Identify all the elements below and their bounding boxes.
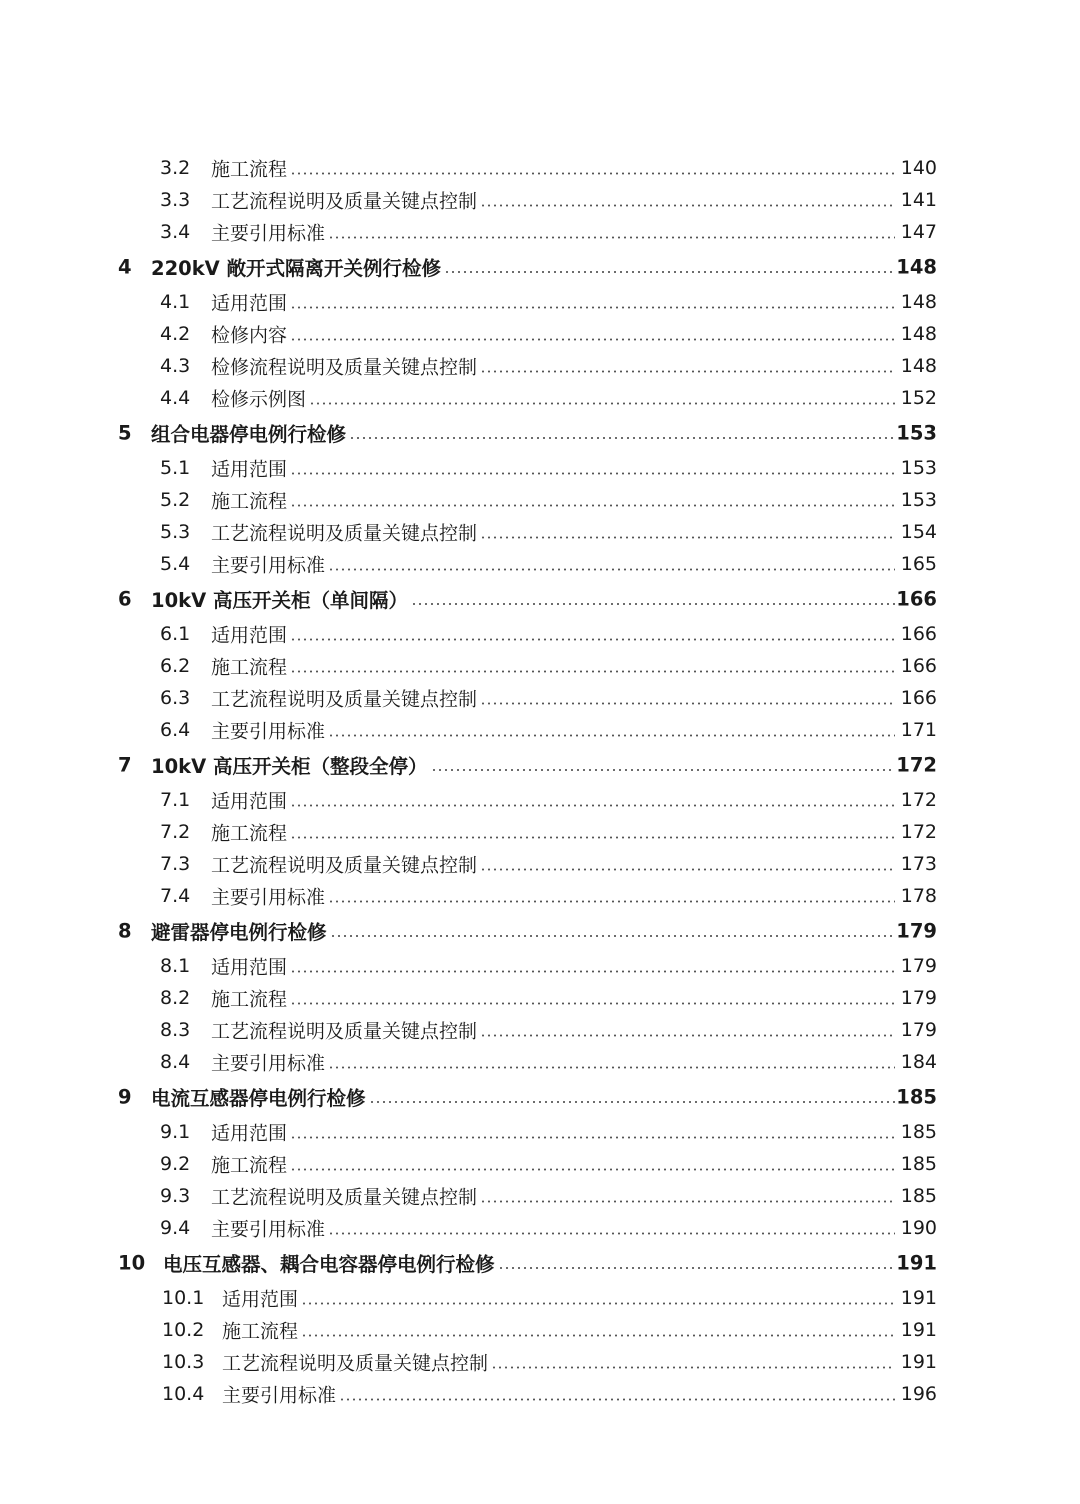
toc-entry-title: 主要引用标准 [211, 720, 326, 743]
toc-entry-title: 组合电器停电例行检修 [151, 423, 347, 446]
dot-leader [290, 1136, 895, 1138]
toc-entry-number: 3.4 [160, 221, 191, 243]
toc-section-row[interactable] [0, 382, 1080, 414]
dot-leader [330, 935, 895, 937]
toc-entry-title: 施工流程 [211, 490, 288, 513]
toc-page-number: 154 [900, 521, 937, 543]
toc-page-number: 166 [900, 623, 937, 645]
toc-entry-title: 主要引用标准 [211, 554, 326, 577]
toc-section-row[interactable] [0, 714, 1080, 746]
toc-chapter-row[interactable] [0, 1244, 1080, 1282]
toc-entry-number: 3.2 [160, 157, 191, 179]
toc-page-number: 165 [900, 553, 937, 575]
dot-leader [290, 472, 895, 474]
toc-entry-title: 检修流程说明及质量关键点控制 [211, 356, 478, 379]
toc-page-number: 179 [900, 1019, 937, 1041]
toc-section-row[interactable] [0, 516, 1080, 548]
toc-page-number: 148 [900, 355, 937, 377]
dot-leader [480, 204, 895, 206]
toc-section-row[interactable] [0, 1180, 1080, 1212]
toc-section-row[interactable] [0, 816, 1080, 848]
toc-entry-number: 10.2 [162, 1319, 205, 1341]
dot-leader [480, 536, 895, 538]
toc-entry-title: 施工流程 [211, 158, 288, 181]
toc-entry-title: 工艺流程说明及质量关键点控制 [211, 190, 478, 213]
dot-leader [328, 1066, 895, 1068]
toc-entry-number: 7.1 [160, 789, 191, 811]
toc-page-number: 148 [900, 291, 937, 313]
dot-leader [328, 900, 895, 902]
toc-section-row[interactable] [0, 1212, 1080, 1244]
dot-leader [290, 804, 895, 806]
toc-page-number: 184 [900, 1051, 937, 1073]
toc-entry-title: 适用范围 [211, 292, 288, 315]
toc-section-row[interactable] [0, 1282, 1080, 1314]
toc-entry-number: 9.4 [160, 1217, 191, 1239]
toc-page-number: 173 [900, 853, 937, 875]
toc-section-row[interactable] [0, 286, 1080, 318]
toc-page-number: 148 [896, 255, 937, 279]
toc-section-row[interactable] [0, 682, 1080, 714]
dot-leader [480, 868, 895, 870]
toc-page-number: 191 [900, 1351, 937, 1373]
toc-page-number: 172 [900, 821, 937, 843]
toc-entry-number: 5.1 [160, 457, 191, 479]
dot-leader [491, 1366, 895, 1368]
dot-leader [444, 271, 895, 273]
toc-entry-title: 施工流程 [211, 1154, 288, 1177]
toc-entry-number: 4.3 [160, 355, 191, 377]
toc-entry-number: 10.4 [162, 1383, 205, 1405]
dot-leader [301, 1302, 895, 1304]
toc-page-number: 178 [900, 885, 937, 907]
toc-section-row[interactable] [0, 484, 1080, 516]
toc-section-row[interactable] [0, 318, 1080, 350]
toc-entry-title: 220kV 敞开式隔离开关例行检修 [151, 257, 442, 280]
toc-entry-number: 7.2 [160, 821, 191, 843]
dot-leader [290, 338, 895, 340]
toc-entry-title: 检修示例图 [211, 388, 307, 411]
dot-leader [369, 1101, 895, 1103]
dot-leader [290, 970, 895, 972]
toc-entry-number: 10.1 [162, 1287, 205, 1309]
toc-section-row[interactable] [0, 216, 1080, 248]
toc-entry-title: 适用范围 [222, 1288, 299, 1311]
toc-chapter-row[interactable] [0, 746, 1080, 784]
toc-page-number: 166 [900, 687, 937, 709]
toc-entry-title: 检修内容 [211, 324, 288, 347]
toc-section-row[interactable] [0, 982, 1080, 1014]
toc-page-number: 166 [900, 655, 937, 677]
toc-page-number: 191 [900, 1287, 937, 1309]
dot-leader [290, 638, 895, 640]
dot-leader [290, 670, 895, 672]
toc-entry-number: 7.4 [160, 885, 191, 907]
toc-entry-title: 工艺流程说明及质量关键点控制 [211, 688, 478, 711]
toc-entry-title: 主要引用标准 [211, 886, 326, 909]
dot-leader [328, 568, 895, 570]
toc-chapter-row[interactable] [0, 1078, 1080, 1116]
dot-leader [339, 1398, 895, 1400]
dot-leader [328, 236, 895, 238]
dot-leader [328, 1232, 895, 1234]
toc-entry-number: 5.2 [160, 489, 191, 511]
toc-entry-number: 10 [118, 1251, 146, 1275]
toc-section-row[interactable] [0, 1116, 1080, 1148]
toc-page-number: 140 [900, 157, 937, 179]
toc-section-row[interactable] [0, 184, 1080, 216]
toc-entry-title: 施工流程 [211, 656, 288, 679]
toc-section-row[interactable] [0, 152, 1080, 184]
toc-entry-number: 9.2 [160, 1153, 191, 1175]
dot-leader [480, 370, 895, 372]
toc-page-number: 179 [900, 987, 937, 1009]
toc-entry-title: 主要引用标准 [211, 1218, 326, 1241]
toc-section-row[interactable] [0, 350, 1080, 382]
toc-entry-number: 3.3 [160, 189, 191, 211]
dot-leader [309, 402, 895, 404]
toc-section-row[interactable] [0, 1378, 1080, 1410]
toc-page-number: 153 [900, 489, 937, 511]
toc-entry-title: 电流互感器停电例行检修 [151, 1087, 366, 1110]
toc-entry-title: 适用范围 [211, 956, 288, 979]
toc-section-row[interactable] [0, 650, 1080, 682]
toc-section-row[interactable] [0, 548, 1080, 580]
toc-chapter-row[interactable] [0, 580, 1080, 618]
toc-page-number: 185 [900, 1185, 937, 1207]
dot-leader [431, 769, 896, 771]
toc-section-row[interactable] [0, 1346, 1080, 1378]
toc-page-number: 191 [896, 1251, 937, 1275]
toc-entry-title: 施工流程 [211, 988, 288, 1011]
toc-entry-number: 5.4 [160, 553, 191, 575]
dot-leader [480, 702, 895, 704]
toc-entry-title: 主要引用标准 [222, 1384, 337, 1407]
toc-entry-number: 4.4 [160, 387, 191, 409]
toc-section-row[interactable] [0, 452, 1080, 484]
dot-leader [290, 1002, 895, 1004]
toc-chapter-row[interactable] [0, 912, 1080, 950]
toc-page-number: 190 [900, 1217, 937, 1239]
toc-page-number: 148 [900, 323, 937, 345]
toc-entry-number: 8 [118, 919, 132, 943]
dot-leader [301, 1334, 895, 1336]
toc-entry-number: 6 [118, 587, 132, 611]
toc-page-number: 166 [896, 587, 937, 611]
toc-section-row[interactable] [0, 1314, 1080, 1346]
toc-page-number: 191 [900, 1319, 937, 1341]
toc-page-number: 147 [900, 221, 937, 243]
toc-entry-number: 4 [118, 255, 132, 279]
dot-leader [290, 172, 895, 174]
toc-entry-number: 7 [118, 753, 132, 777]
toc-section-row[interactable] [0, 784, 1080, 816]
dot-leader [290, 836, 895, 838]
toc-page-number: 153 [896, 421, 937, 445]
toc-entry-number: 4.2 [160, 323, 191, 345]
toc-page-number: 172 [896, 753, 937, 777]
toc-page-number: 179 [900, 955, 937, 977]
dot-leader [498, 1267, 895, 1269]
toc-page-number: 141 [900, 189, 937, 211]
dot-leader [480, 1034, 895, 1036]
toc-entry-title: 施工流程 [211, 822, 288, 845]
toc-page-number: 172 [900, 789, 937, 811]
toc-chapter-row[interactable] [0, 414, 1080, 452]
toc-entry-title: 主要引用标准 [211, 222, 326, 245]
toc-entry-title: 适用范围 [211, 458, 288, 481]
toc-section-row[interactable] [0, 618, 1080, 650]
dot-leader [328, 734, 895, 736]
toc-page-number: 153 [900, 457, 937, 479]
toc-entry-title: 工艺流程说明及质量关键点控制 [211, 1020, 478, 1043]
toc-entry-number: 9.3 [160, 1185, 191, 1207]
dot-leader [411, 603, 895, 605]
toc-entry-title: 施工流程 [222, 1320, 299, 1343]
toc-entry-number: 10.3 [162, 1351, 205, 1373]
toc-section-row[interactable] [0, 848, 1080, 880]
dot-leader [349, 437, 895, 439]
toc-entry-number: 5 [118, 421, 132, 445]
table-of-contents [0, 152, 1080, 1410]
toc-page-number: 152 [900, 387, 937, 409]
toc-entry-number: 9 [118, 1085, 132, 1109]
toc-page-number: 185 [896, 1085, 937, 1109]
dot-leader [290, 1168, 895, 1170]
toc-section-row[interactable] [0, 1014, 1080, 1046]
toc-entry-title: 适用范围 [211, 790, 288, 813]
toc-entry-title: 主要引用标准 [211, 1052, 326, 1075]
toc-entry-number: 8.1 [160, 955, 191, 977]
toc-page-number: 196 [900, 1383, 937, 1405]
toc-page-number: 185 [900, 1121, 937, 1143]
toc-page-number: 179 [896, 919, 937, 943]
dot-leader [290, 504, 895, 506]
toc-entry-title: 电压互感器、耦合电容器停电例行检修 [163, 1253, 495, 1276]
toc-section-row[interactable] [0, 1046, 1080, 1078]
toc-entry-number: 6.3 [160, 687, 191, 709]
toc-entry-title: 10kV 高压开关柜（整段全停） [151, 755, 428, 778]
toc-entry-title: 工艺流程说明及质量关键点控制 [211, 854, 478, 877]
toc-entry-number: 7.3 [160, 853, 191, 875]
toc-entry-number: 5.3 [160, 521, 191, 543]
toc-entry-number: 4.1 [160, 291, 191, 313]
toc-entry-number: 6.2 [160, 655, 191, 677]
toc-entry-title: 适用范围 [211, 1122, 288, 1145]
toc-entry-title: 工艺流程说明及质量关键点控制 [211, 522, 478, 545]
toc-entry-title: 10kV 高压开关柜（单间隔） [151, 589, 408, 612]
toc-section-row[interactable] [0, 1148, 1080, 1180]
toc-entry-number: 8.4 [160, 1051, 191, 1073]
toc-entry-title: 工艺流程说明及质量关键点控制 [222, 1352, 489, 1375]
toc-entry-title: 工艺流程说明及质量关键点控制 [211, 1186, 478, 1209]
toc-entry-title: 避雷器停电例行检修 [151, 921, 327, 944]
toc-entry-number: 9.1 [160, 1121, 191, 1143]
toc-entry-number: 8.3 [160, 1019, 191, 1041]
toc-section-row[interactable] [0, 880, 1080, 912]
dot-leader [290, 306, 895, 308]
toc-page-number: 171 [900, 719, 937, 741]
toc-page-number: 185 [900, 1153, 937, 1175]
toc-entry-number: 8.2 [160, 987, 191, 1009]
toc-entry-number: 6.1 [160, 623, 191, 645]
dot-leader [480, 1200, 895, 1202]
toc-entry-number: 6.4 [160, 719, 191, 741]
toc-section-row[interactable] [0, 950, 1080, 982]
toc-entry-title: 适用范围 [211, 624, 288, 647]
toc-chapter-row[interactable] [0, 248, 1080, 286]
